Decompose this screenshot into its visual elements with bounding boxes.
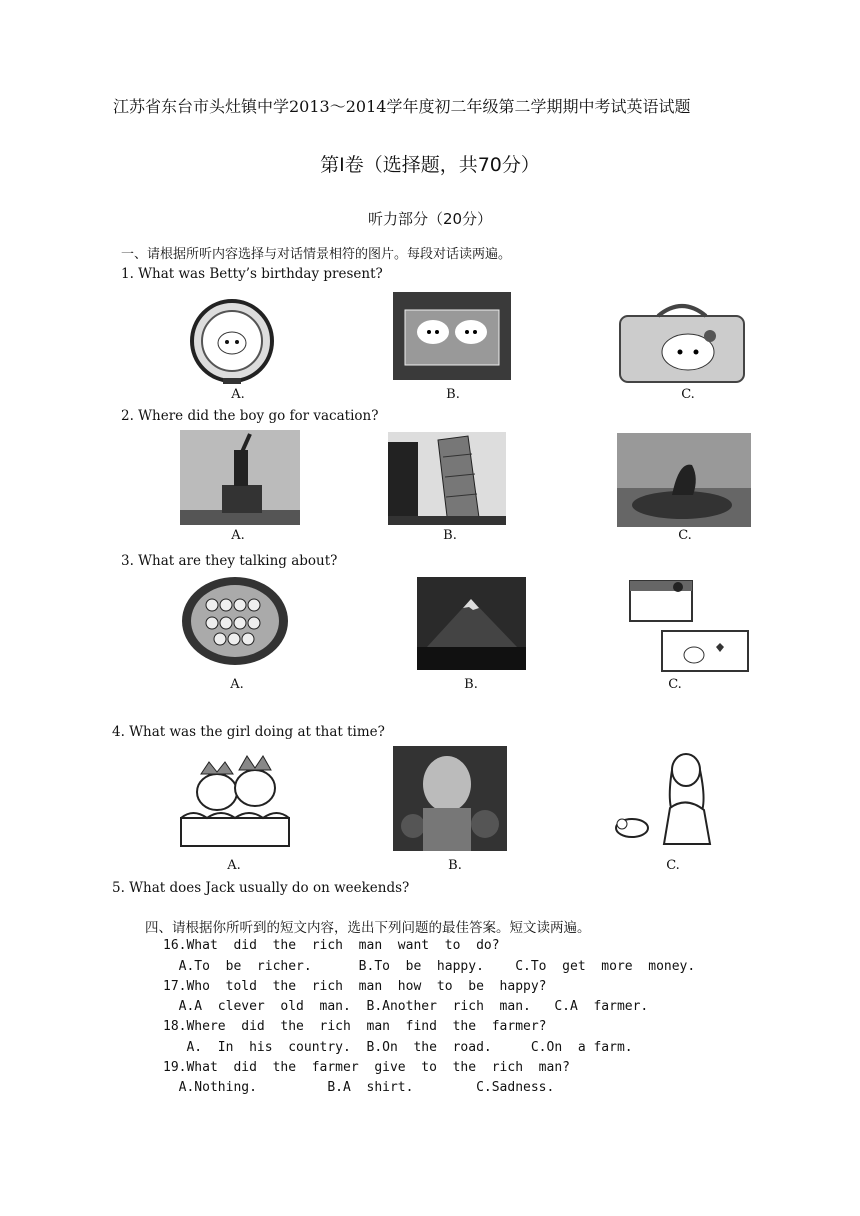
section4-line-19: 19.What did the farmer give to the rich man? [163, 1060, 570, 1075]
hello-kitty-products-icon [626, 577, 752, 674]
q2-option-b: B. [443, 528, 457, 543]
sushi-plate-icon [180, 575, 290, 667]
q1-option-a: A. [231, 387, 245, 402]
section4-instruction: 四、请根据你所听到的短文内容，选出下列问题的最佳答案。短文读两遍。 [145, 920, 591, 936]
hello-kitty-cartoon-icon [179, 750, 291, 848]
girl-kneeling-with-dog-icon [614, 748, 726, 854]
q2-option-c: C. [678, 528, 692, 543]
section1-instruction: 一、请根据所听内容选择与对话情景相符的图片。每段对话读两遍。 [121, 247, 512, 262]
q4-option-a: A. [227, 858, 241, 873]
section4-line-16: 16.What did the rich man want to do? [163, 938, 500, 953]
section4-line-18: 18.Where did the rich man find the farmer? [163, 1019, 547, 1034]
hello-kitty-pencil-box-icon [393, 292, 511, 380]
statue-of-liberty-icon [180, 430, 300, 525]
q1-option-c: C. [681, 387, 695, 402]
question-1: 1. What was Betty’s birthday present? [121, 266, 383, 282]
mount-fuji-icon [417, 577, 526, 670]
leaning-tower-of-pisa-icon [388, 432, 506, 525]
document-title: 江苏省东台市头灶镇中学2013～2014学年度初二年级第二学期期中考试英语试题 [113, 97, 691, 116]
volume-heading: 第Ⅰ卷（选择题，共70分） [320, 154, 540, 176]
hello-kitty-alarm-clock-icon [187, 298, 277, 384]
q4-option-b: B. [448, 858, 462, 873]
q4-option-c: C. [666, 858, 680, 873]
question-4: 4. What was the girl doing at that time? [112, 724, 385, 740]
section4-line-16-options: A.To be richer. B.To be happy. C.To get more money. [163, 959, 696, 974]
section4-line-19-options: A.Nothing. B.A shirt. C.Sadness. [163, 1080, 555, 1095]
q2-option-a: A. [231, 528, 245, 543]
hello-kitty-bag-icon [618, 300, 746, 384]
person-in-crowd-icon [393, 746, 507, 851]
section4-line-18-options: A. In his country. B.On the road. C.On a farm. [163, 1040, 633, 1055]
q3-option-c: C. [668, 677, 682, 692]
q1-option-b: B. [446, 387, 460, 402]
section4-line-17: 17.Who told the rich man how to be happy? [163, 979, 547, 994]
q3-option-a: A. [230, 677, 244, 692]
section4-line-17-options: A.A clever old man. B.Another rich man. C.A farmer. [163, 999, 649, 1014]
question-2: 2. Where did the boy go for vacation? [121, 408, 379, 424]
question-5: 5. What does Jack usually do on weekends? [112, 880, 410, 896]
q3-option-b: B. [464, 677, 478, 692]
listening-heading: 听力部分（20分） [367, 210, 493, 228]
little-mermaid-statue-icon [617, 433, 751, 527]
question-3: 3. What are they talking about? [121, 553, 338, 569]
